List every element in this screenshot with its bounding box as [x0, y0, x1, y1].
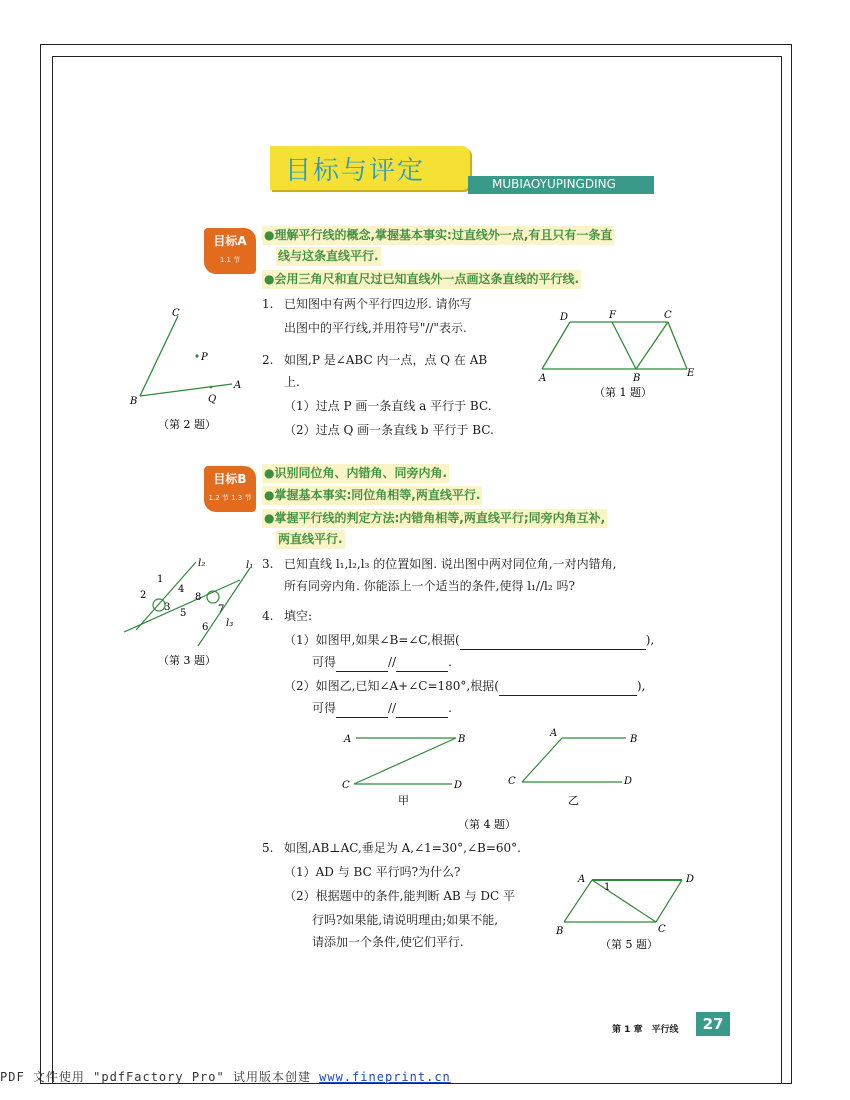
q2-caption: （第 2 题）	[158, 418, 216, 431]
q2-line-3: （1）过点 P 画一条直线 a 平行于 BC.	[284, 399, 492, 413]
q3-angle-1: 1	[157, 574, 164, 585]
q1-label-c: C	[664, 310, 672, 321]
q4-blank-reason-1[interactable]	[460, 649, 646, 650]
q5-caption: （第 5 题）	[600, 938, 658, 951]
q4-jia-label-c: C	[342, 780, 350, 791]
page-number: 27	[696, 1012, 730, 1036]
chapter-label: 第 1 章 平行线	[612, 1025, 679, 1035]
q2-point-q	[210, 386, 213, 389]
q4-jia-label-a: A	[344, 734, 352, 745]
objective-a-3: ●会用三角尺和直尺过已知直线外一点画这条直线的平行线.	[262, 270, 581, 289]
q1-line-cb	[636, 322, 668, 369]
pdf-watermark	[0, 1068, 451, 1085]
q2-label-b: B	[130, 396, 138, 407]
q5-label-b: B	[556, 926, 564, 937]
q2-label-p: P	[201, 352, 208, 363]
q3-line-2: 所有同旁内角. 你能添上一个适当的条件,使得 l₁//l₂ 吗?	[284, 579, 575, 593]
q4-get-label: 可得	[312, 701, 337, 715]
q5-line-5: 请添加一个条件,使它们平行.	[312, 935, 464, 949]
q5-line-2: （1）AD 与 BC 平行吗?为什么?	[284, 865, 461, 879]
section-title: 目标与评定	[285, 156, 426, 186]
q5-label-a: A	[578, 874, 586, 885]
q5-figure	[552, 868, 712, 956]
q3-angle-8: 8	[195, 592, 202, 603]
q1-line-ce	[668, 322, 687, 369]
q4-yi-label-a: A	[550, 728, 558, 739]
q4-part1-result	[312, 652, 452, 672]
q3-caption: （第 3 题）	[158, 654, 216, 667]
q3-angle-6: 6	[202, 622, 209, 633]
q4-yi-label-d: D	[624, 776, 633, 787]
q4-blank-line-1a[interactable]	[336, 671, 388, 672]
q4-part1-close: ),	[645, 633, 655, 647]
watermark-text: PDF 文件使用 "pdfFactory Pro" 试用版本创建	[0, 1070, 320, 1084]
q1-label-f: F	[609, 310, 616, 321]
q1-label-b: B	[633, 373, 641, 384]
badge-section: 1.2 节 1.3 节	[208, 494, 252, 502]
q4-part2-result	[312, 698, 452, 718]
q4-yi-label-c: C	[508, 776, 516, 787]
objective-a-2: 线与这条直线平行.	[276, 247, 381, 266]
q4-parallel-symbol: //	[388, 655, 397, 669]
q4-title: 填空:	[284, 609, 313, 623]
q4-number: 4.	[262, 609, 274, 623]
q4-figure-yi: 乙	[568, 794, 579, 807]
objective-b-4: 两直线平行.	[276, 530, 345, 549]
q5-line-ab	[564, 880, 592, 922]
q4-blank-line-2a[interactable]	[336, 717, 388, 718]
q4-part1-text: （1）如图甲,如果∠B=∠C,根据(	[284, 633, 460, 647]
q1-line-2: 出图中的平行线,并用符号"//"表示.	[284, 321, 467, 335]
q4-figure-jia: 甲	[398, 794, 409, 807]
q4-yi-label-b: B	[630, 734, 638, 745]
q4-period: .	[448, 655, 452, 669]
q4-blank-line-1b[interactable]	[396, 671, 448, 672]
q3-angle-3: 3	[164, 602, 171, 613]
q4-yi-line-ac	[522, 738, 562, 782]
objective-b-3: ●掌握平行线的判定方法:内错角相等,两直线平行;同旁内角互补,	[262, 509, 607, 528]
q4-period: .	[448, 701, 452, 715]
badge-label: 目标A	[213, 234, 247, 248]
q1-label-e: E	[687, 368, 695, 379]
q2-label-a: A	[234, 380, 242, 391]
q4-blank-line-2b[interactable]	[396, 717, 448, 718]
q3-number: 3.	[262, 557, 274, 571]
q2-line-1: 如图,P 是∠ABC 内一点，点 Q 在 AB	[284, 353, 488, 367]
q4-blank-reason-2[interactable]	[499, 695, 637, 696]
q4-part2	[284, 676, 645, 696]
section-subtitle: MUBIAOYUPINGDING	[492, 177, 616, 191]
q4-jia-label-d: D	[454, 780, 463, 791]
q5-label-d: D	[686, 874, 695, 885]
q5-line-dc	[656, 880, 682, 922]
q4-part2-text: （2）如图乙,已知∠A+∠C=180°,根据(	[284, 679, 499, 693]
q3-angle-4: 4	[178, 584, 185, 595]
q1-caption: （第 1 题）	[594, 386, 652, 399]
q4-caption: （第 4 题）	[458, 818, 516, 831]
q2-label-c: C	[172, 308, 180, 319]
q5-line-ac	[592, 880, 656, 922]
objective-b-1: ●识别同位角、内错角、同旁内角.	[262, 464, 449, 483]
q5-label-angle-1: 1	[604, 882, 611, 893]
q5-label-c: C	[658, 924, 666, 935]
q4-part2-close: ),	[636, 679, 646, 693]
q3-line-1: 已知直线 l₁,l₂,l₃ 的位置如图. 说出图中两对同位角,一对内错角,	[284, 557, 617, 571]
objective-a-1: ●理解平行线的概念,掌握基本事实:过直线外一点,有且只有一条直	[262, 226, 614, 245]
badge-target-b	[204, 466, 256, 512]
q4-part1	[284, 630, 654, 650]
q3-label-l1: l₁	[246, 560, 254, 571]
badge-label: 目标B	[213, 472, 247, 486]
q3-angle-5: 5	[180, 608, 187, 619]
q3-angle-2: 2	[140, 590, 147, 601]
q1-label-d: D	[560, 312, 569, 323]
watermark-link[interactable]: www.fineprint.cn	[319, 1070, 451, 1084]
q5-line-3: （2）根据题中的条件,能判断 AB 与 DC 平	[284, 889, 515, 903]
q4-parallel-symbol: //	[388, 701, 397, 715]
q3-angle-7: 7	[218, 604, 225, 615]
q2-line-4: （2）过点 Q 画一条直线 b 平行于 BC.	[284, 423, 494, 437]
badge-target-a	[204, 228, 256, 274]
q2-point-p	[195, 354, 198, 357]
q2-ray-ba	[140, 384, 232, 396]
q1-line-fb	[612, 322, 636, 369]
badge-section: 1.1 节	[219, 256, 241, 264]
q4-jia-label-b: B	[458, 734, 466, 745]
q3-label-l3: l₃	[226, 618, 234, 629]
q2-line-2: 上.	[284, 375, 300, 389]
q2-ray-bc	[140, 316, 178, 396]
q1-line-1: 已知图中有两个平行四边形. 请你写	[284, 297, 472, 311]
q5-number: 5.	[262, 841, 274, 855]
q1-number: 1.	[262, 297, 274, 311]
q3-label-l2: l₂	[198, 558, 206, 569]
q4-jia-line-bc	[354, 738, 456, 784]
q1-line-da	[542, 322, 570, 369]
objective-b-2: ●掌握基本事实:同位角相等,两直线平行.	[262, 486, 482, 505]
q5-line-4: 行吗?如果能,请说明理由;如果不能,	[312, 913, 499, 927]
q2-figure	[120, 300, 260, 436]
q1-label-a: A	[539, 373, 547, 384]
q2-label-q: Q	[208, 394, 217, 405]
q2-number: 2.	[262, 353, 274, 367]
q5-line-1: 如图,AB⊥AC,垂足为 A,∠1=30°,∠B=60°.	[284, 841, 521, 855]
q3-figure	[118, 552, 266, 672]
q4-figures	[336, 722, 660, 834]
q3-angle-mark-2	[207, 591, 219, 603]
q1-figure	[530, 304, 710, 414]
q4-get-label: 可得	[312, 655, 337, 669]
